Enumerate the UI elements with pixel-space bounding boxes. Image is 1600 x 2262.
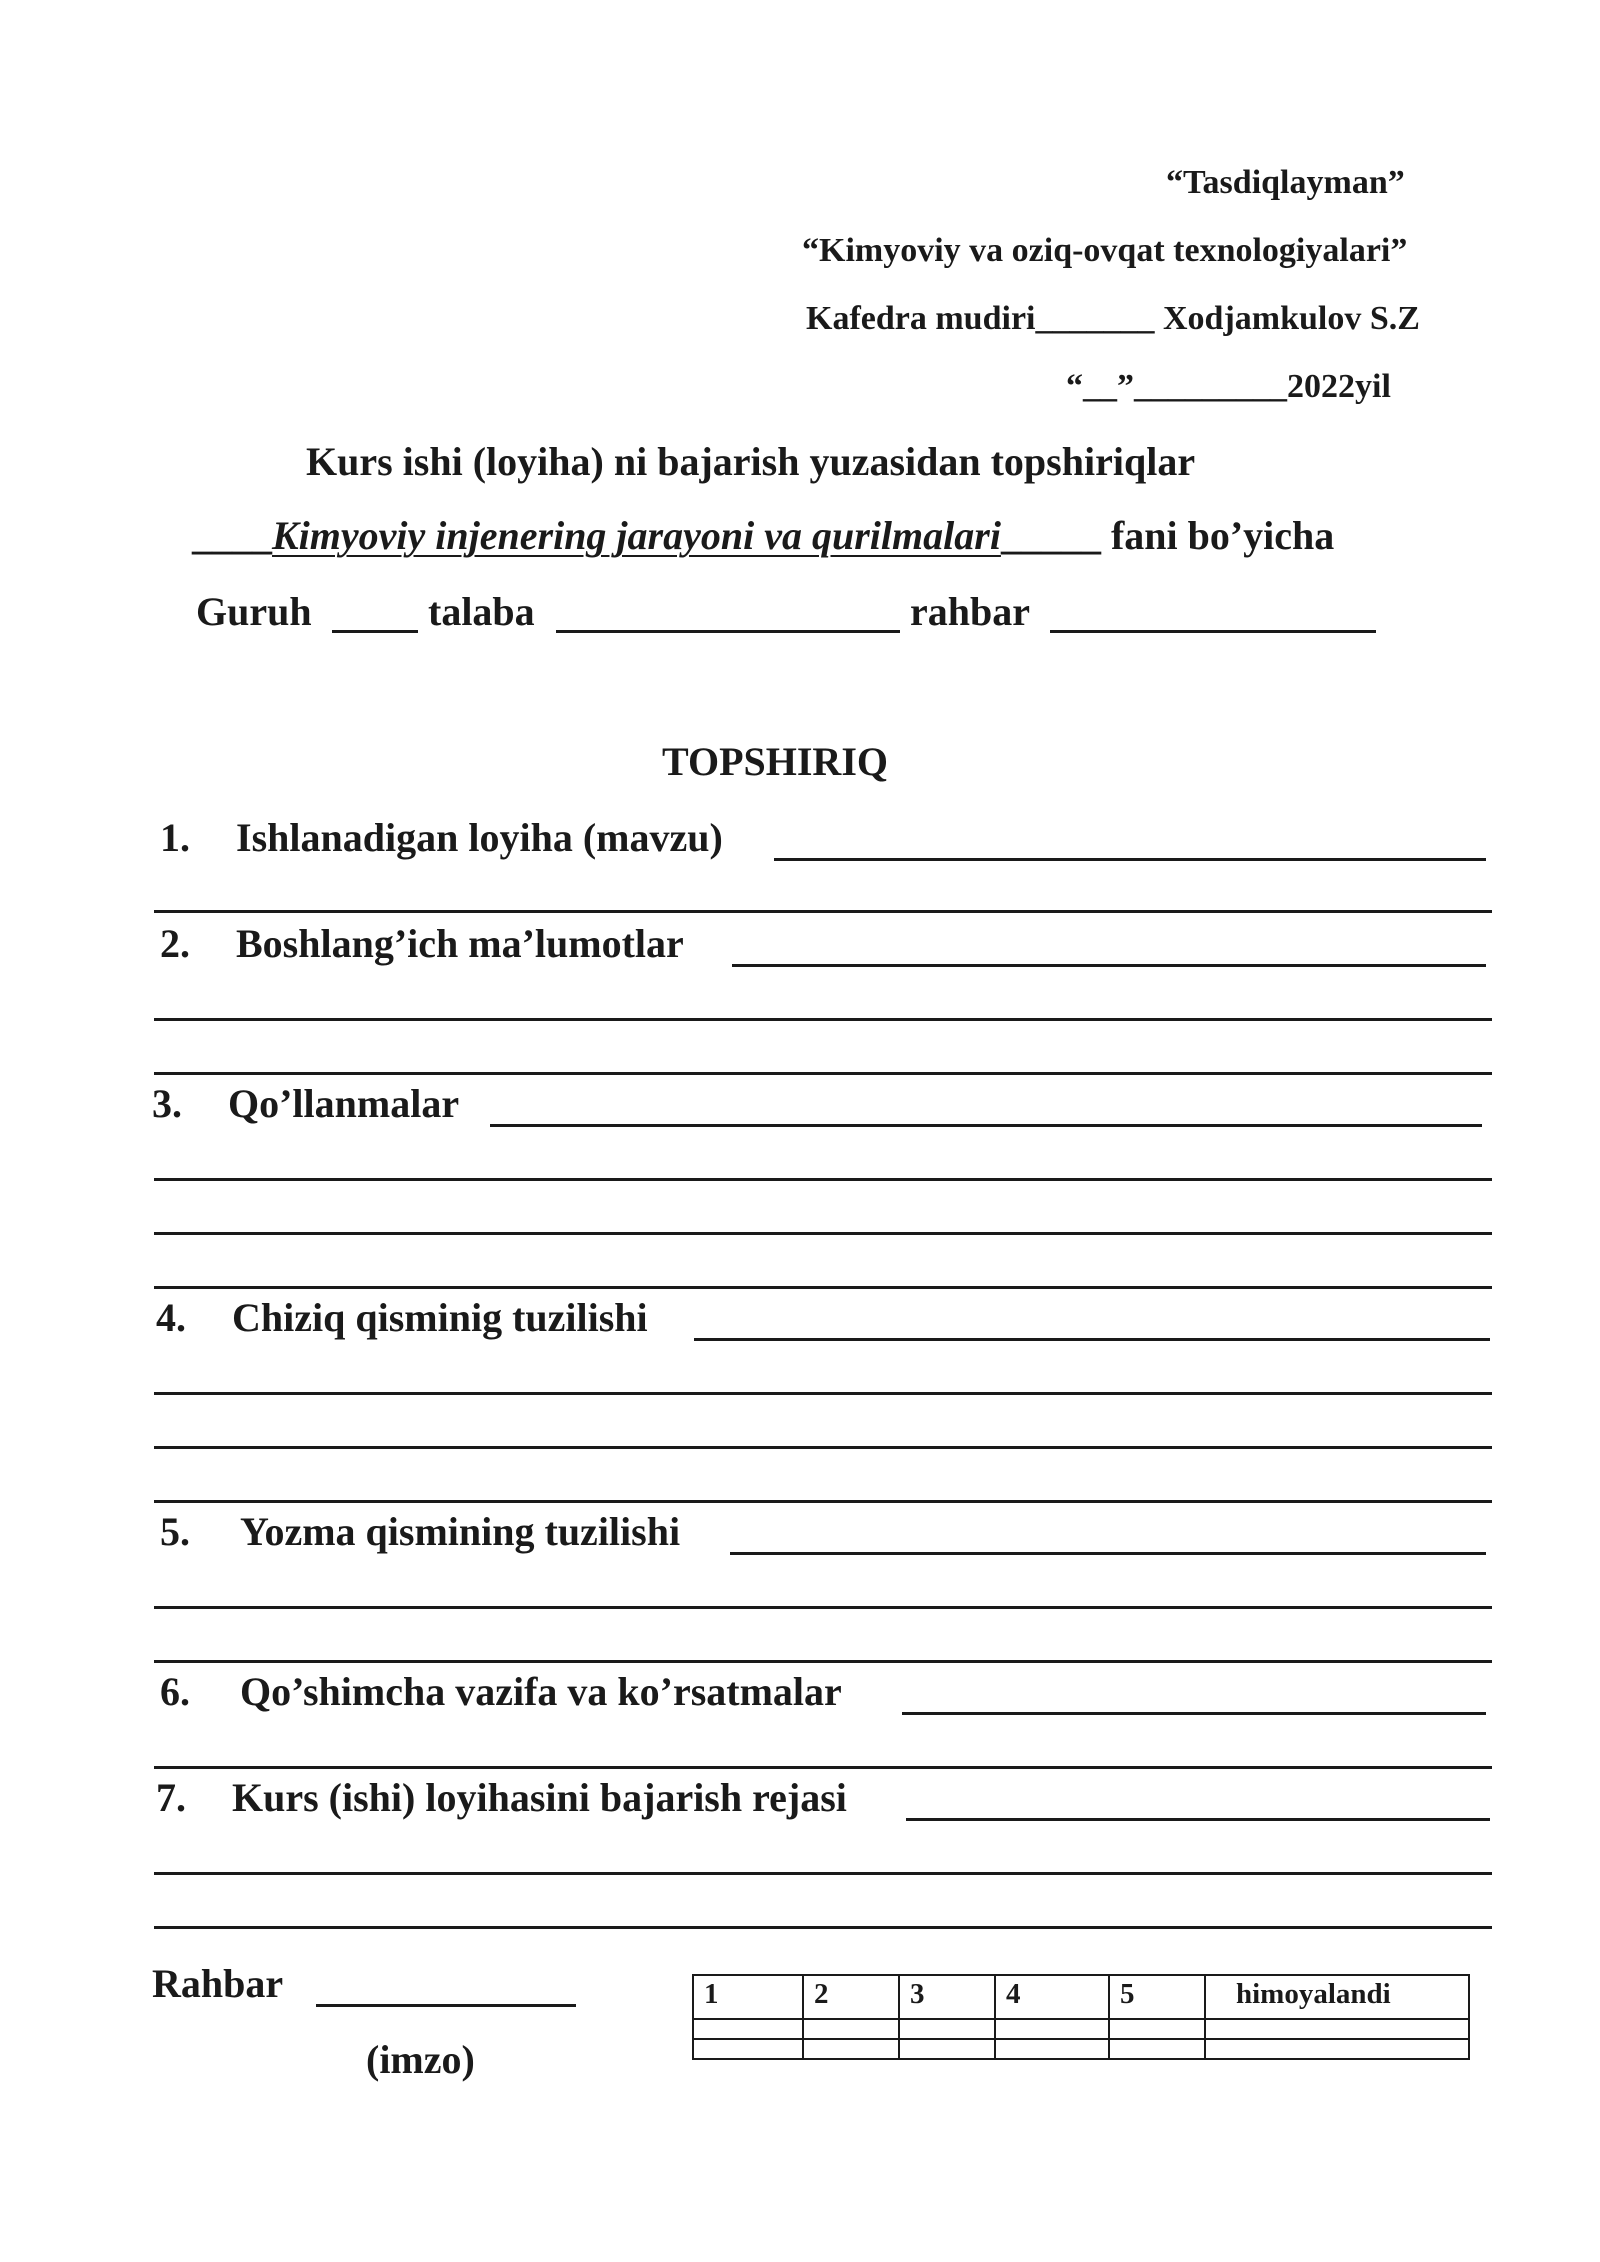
grade-cell[interactable] (803, 2019, 899, 2039)
guruh-blank[interactable] (332, 630, 418, 633)
task-7-blank[interactable] (906, 1818, 1490, 1821)
grade-cell[interactable] (803, 2039, 899, 2059)
task-1-blank[interactable] (774, 858, 1486, 861)
task-5-line[interactable] (154, 1660, 1492, 1663)
task-6-number: 6. (160, 1669, 190, 1714)
task-4-number: 4. (156, 1295, 186, 1340)
faculty-name: “Kimyoviy va oziq-ovqat texnologiyalari” (802, 232, 1408, 269)
grade-header-row (693, 1975, 1469, 2019)
task-2-number: 2. (160, 921, 190, 966)
department-head: Kafedra mudiri_______ Xodjamkulov S.Z (806, 300, 1420, 337)
subject-tail: fani bo’yicha (1100, 513, 1335, 558)
grade-cell[interactable] (693, 2019, 803, 2039)
task-5-line[interactable] (154, 1606, 1492, 1609)
grade-cell[interactable] (1109, 2039, 1205, 2059)
rahbar-label: rahbar (910, 589, 1030, 634)
grade-row (693, 2019, 1469, 2039)
task-5-label: Yozma qismining tuzilishi (240, 1509, 681, 1554)
task-3-line[interactable] (154, 1178, 1492, 1181)
task-6-blank[interactable] (902, 1712, 1486, 1715)
task-7-line[interactable] (154, 1872, 1492, 1875)
task-7-label: Kurs (ishi) loyihasini bajarish rejasi (232, 1775, 847, 1820)
grade-header-4: 4 (995, 1975, 1109, 2019)
task-heading: TOPSHIRIQ (662, 739, 888, 784)
grade-cell[interactable] (995, 2019, 1109, 2039)
task-7-line[interactable] (154, 1926, 1492, 1929)
task-1-line[interactable] (154, 910, 1492, 913)
task-2-blank[interactable] (732, 964, 1486, 967)
talaba-blank[interactable] (556, 630, 900, 633)
grade-cell[interactable] (1109, 2019, 1205, 2039)
grade-cell[interactable] (899, 2039, 995, 2059)
task-2-line[interactable] (154, 1018, 1492, 1021)
signature-caption: (imzo) (366, 2037, 475, 2082)
task-3-number: 3. (152, 1081, 182, 1126)
task-3-line[interactable] (154, 1286, 1492, 1289)
signature-label: Rahbar (152, 1961, 284, 2006)
grade-cell[interactable] (693, 2039, 803, 2059)
grade-cell[interactable] (899, 2019, 995, 2039)
task-1-number: 1. (160, 815, 190, 860)
task-4-line[interactable] (154, 1500, 1492, 1503)
rahbar-blank[interactable] (1050, 630, 1376, 633)
task-3-label: Qo’llanmalar (228, 1081, 460, 1126)
grade-header-1: 1 (693, 1975, 803, 2019)
grade-header-2: 2 (803, 1975, 899, 2019)
subject-line (192, 512, 1334, 559)
task-3-line[interactable] (154, 1232, 1492, 1235)
grade-cell[interactable] (1205, 2039, 1469, 2059)
approval-date: “__”_________2022yil (1066, 368, 1391, 405)
task-7-number: 7. (156, 1775, 186, 1820)
subject-name: Kimyoviy injenering jarayoni va qurilmalari (272, 513, 1001, 558)
talaba-label: talaba (428, 589, 535, 634)
task-4-line[interactable] (154, 1392, 1492, 1395)
guruh-label: Guruh (196, 589, 312, 634)
task-5-number: 5. (160, 1509, 190, 1554)
task-5-blank[interactable] (730, 1552, 1486, 1555)
grade-cell[interactable] (1205, 2019, 1469, 2039)
subject-suffix: _____ (1000, 513, 1101, 558)
approval-title: “Tasdiqlayman” (1166, 164, 1405, 201)
task-6-line[interactable] (154, 1766, 1492, 1769)
task-1-label: Ishlanadigan loyiha (mavzu) (236, 815, 723, 860)
document-title: Kurs ishi (loyiha) ni bajarish yuzasidan topshiriqlar (306, 439, 1196, 484)
subject-prefix: ____ (192, 513, 272, 558)
task-3-blank[interactable] (490, 1124, 1482, 1127)
task-4-blank[interactable] (694, 1338, 1490, 1341)
task-4-line[interactable] (154, 1446, 1492, 1449)
task-2-label: Boshlang’ich ma’lumotlar (236, 921, 684, 966)
grade-row (693, 2039, 1469, 2059)
grade-table (692, 1974, 1470, 2060)
grade-header-3: 3 (899, 1975, 995, 2019)
grade-header-defended: himoyalandi (1205, 1975, 1469, 2019)
task-2-line[interactable] (154, 1072, 1492, 1075)
grade-header-5: 5 (1109, 1975, 1205, 2019)
task-6-label: Qo’shimcha vazifa va ko’rsatmalar (240, 1669, 842, 1714)
grade-cell[interactable] (995, 2039, 1109, 2059)
signature-blank[interactable] (316, 2004, 576, 2007)
task-4-label: Chiziq qisminig tuzilishi (232, 1295, 648, 1340)
